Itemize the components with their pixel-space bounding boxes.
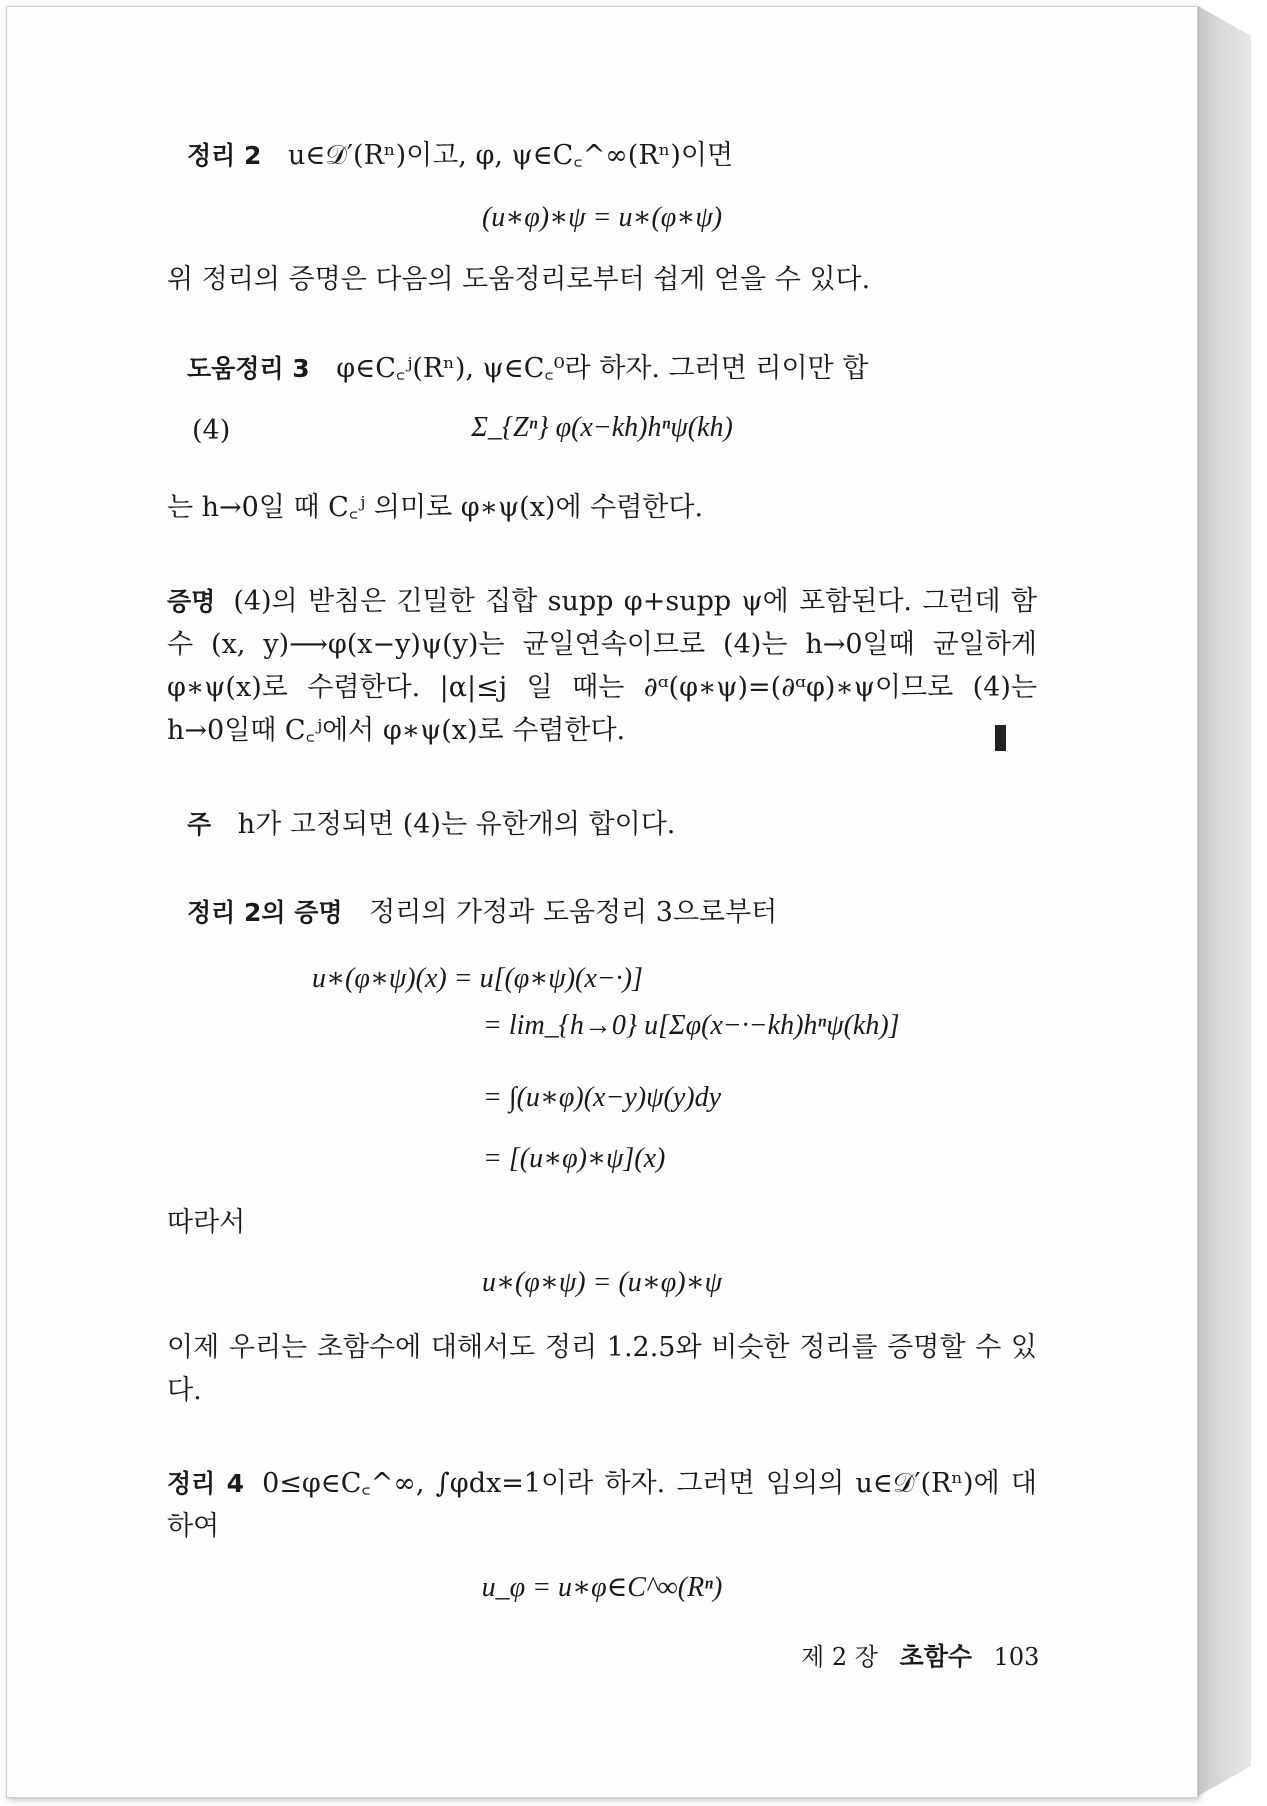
proof-label: 증명 [167, 587, 216, 616]
page-number: 103 [993, 1643, 1040, 1671]
note-text: h가 고정되면 (4)는 유한개의 합이다. [237, 809, 676, 840]
theorem2-label: 정리 2 [187, 141, 262, 170]
theorem4-formula: u_φ = u∗φ∈C^∞(Rⁿ) [481, 1572, 723, 1603]
proof-paragraph [167, 580, 1037, 752]
book-page [6, 6, 1198, 1798]
lemma3 [187, 350, 868, 388]
theorem2 [187, 137, 733, 175]
footer-chapter-title: 초함수 [899, 1642, 972, 1671]
proof2-text: 정리의 가정과 도움정리 3으로부터 [369, 897, 778, 928]
paragraph-now: 이제 우리는 초함수에 대해서도 정리 1.2.5와 비슷한 정리를 증명할 수 있다. [167, 1332, 1037, 1406]
riemann-sum-formula: Σ_{Zⁿ} φ(x−kh)hⁿψ(kh) [471, 412, 733, 443]
lemma3-statement: φ∈C꜀ʲ(Rⁿ), ψ∈C꜀⁰라 하자. 그러면 리이만 합 [336, 353, 869, 384]
proof2-line-2: = lim_{h→0} u[Σφ(x−·−kh)hⁿψ(kh)] [483, 1010, 900, 1041]
proof2 [187, 894, 777, 932]
note [187, 806, 675, 844]
proof2-line-1: u∗(φ∗ψ)(x) = u[(φ∗ψ)(x−·)] [312, 963, 643, 994]
proof-text: (4)의 받침은 긴밀한 집합 supp φ+supp ψ에 포함된다. 그런데 함수 (x, y)⟶φ(x−y)ψ(y)는 균일연속이므로 (4)는 h→0일때 균일하게 φ∗ψ(x)로 수렴한다. |α|≤j 일 때는 ∂ᵅ(φ∗ψ)=(∂ᵅφ)∗ψ이므로 (4)는 h→0일때 C꜀ʲ에서 φ∗ψ(x)로 수렴한다. [167, 586, 1037, 746]
book-edge [1198, 6, 1251, 1796]
theorem2-formula: (u∗φ)∗ψ = u∗(φ∗ψ) [481, 202, 723, 233]
theorem4-statement: 0≤φ∈C꜀^∞, ∫φdx=1이라 하자. 그러면 임의의 u∈𝒟′(Rⁿ)에 대하여 [167, 1468, 1037, 1542]
therefore-formula: u∗(φ∗ψ) = (u∗φ)∗ψ [481, 1267, 723, 1298]
theorem2-statement: u∈𝒟′(Rⁿ)이고, φ, ψ∈C꜀^∞(Rⁿ)이면 [288, 140, 734, 171]
equation-number-4: (4) [192, 415, 231, 446]
proof2-label: 정리 2의 증명 [187, 898, 343, 927]
qed-mark [995, 725, 1006, 751]
proof2-line-4: = [(u∗φ)∗ψ](x) [483, 1143, 666, 1174]
page-footer [787, 1637, 1039, 1673]
note-label: 주 [187, 810, 212, 839]
theorem4 [167, 1462, 1037, 1548]
lemma3-conclusion: 는 h→0일 때 C꜀ʲ 의미로 φ∗ψ(x)에 수렴한다. [167, 492, 704, 523]
footer-chapter: 제 2 장 [801, 1643, 878, 1671]
therefore-label: 따라서 [167, 1207, 246, 1238]
lemma3-label: 도움정리 3 [187, 354, 310, 383]
intro-text: 위 정리의 증명은 다음의 도움정리로부터 쉽게 얻을 수 있다. [167, 264, 871, 295]
proof2-line-3: = ∫(u∗φ)(x−y)ψ(y)dy [483, 1082, 722, 1113]
theorem4-label: 정리 4 [167, 1469, 245, 1498]
